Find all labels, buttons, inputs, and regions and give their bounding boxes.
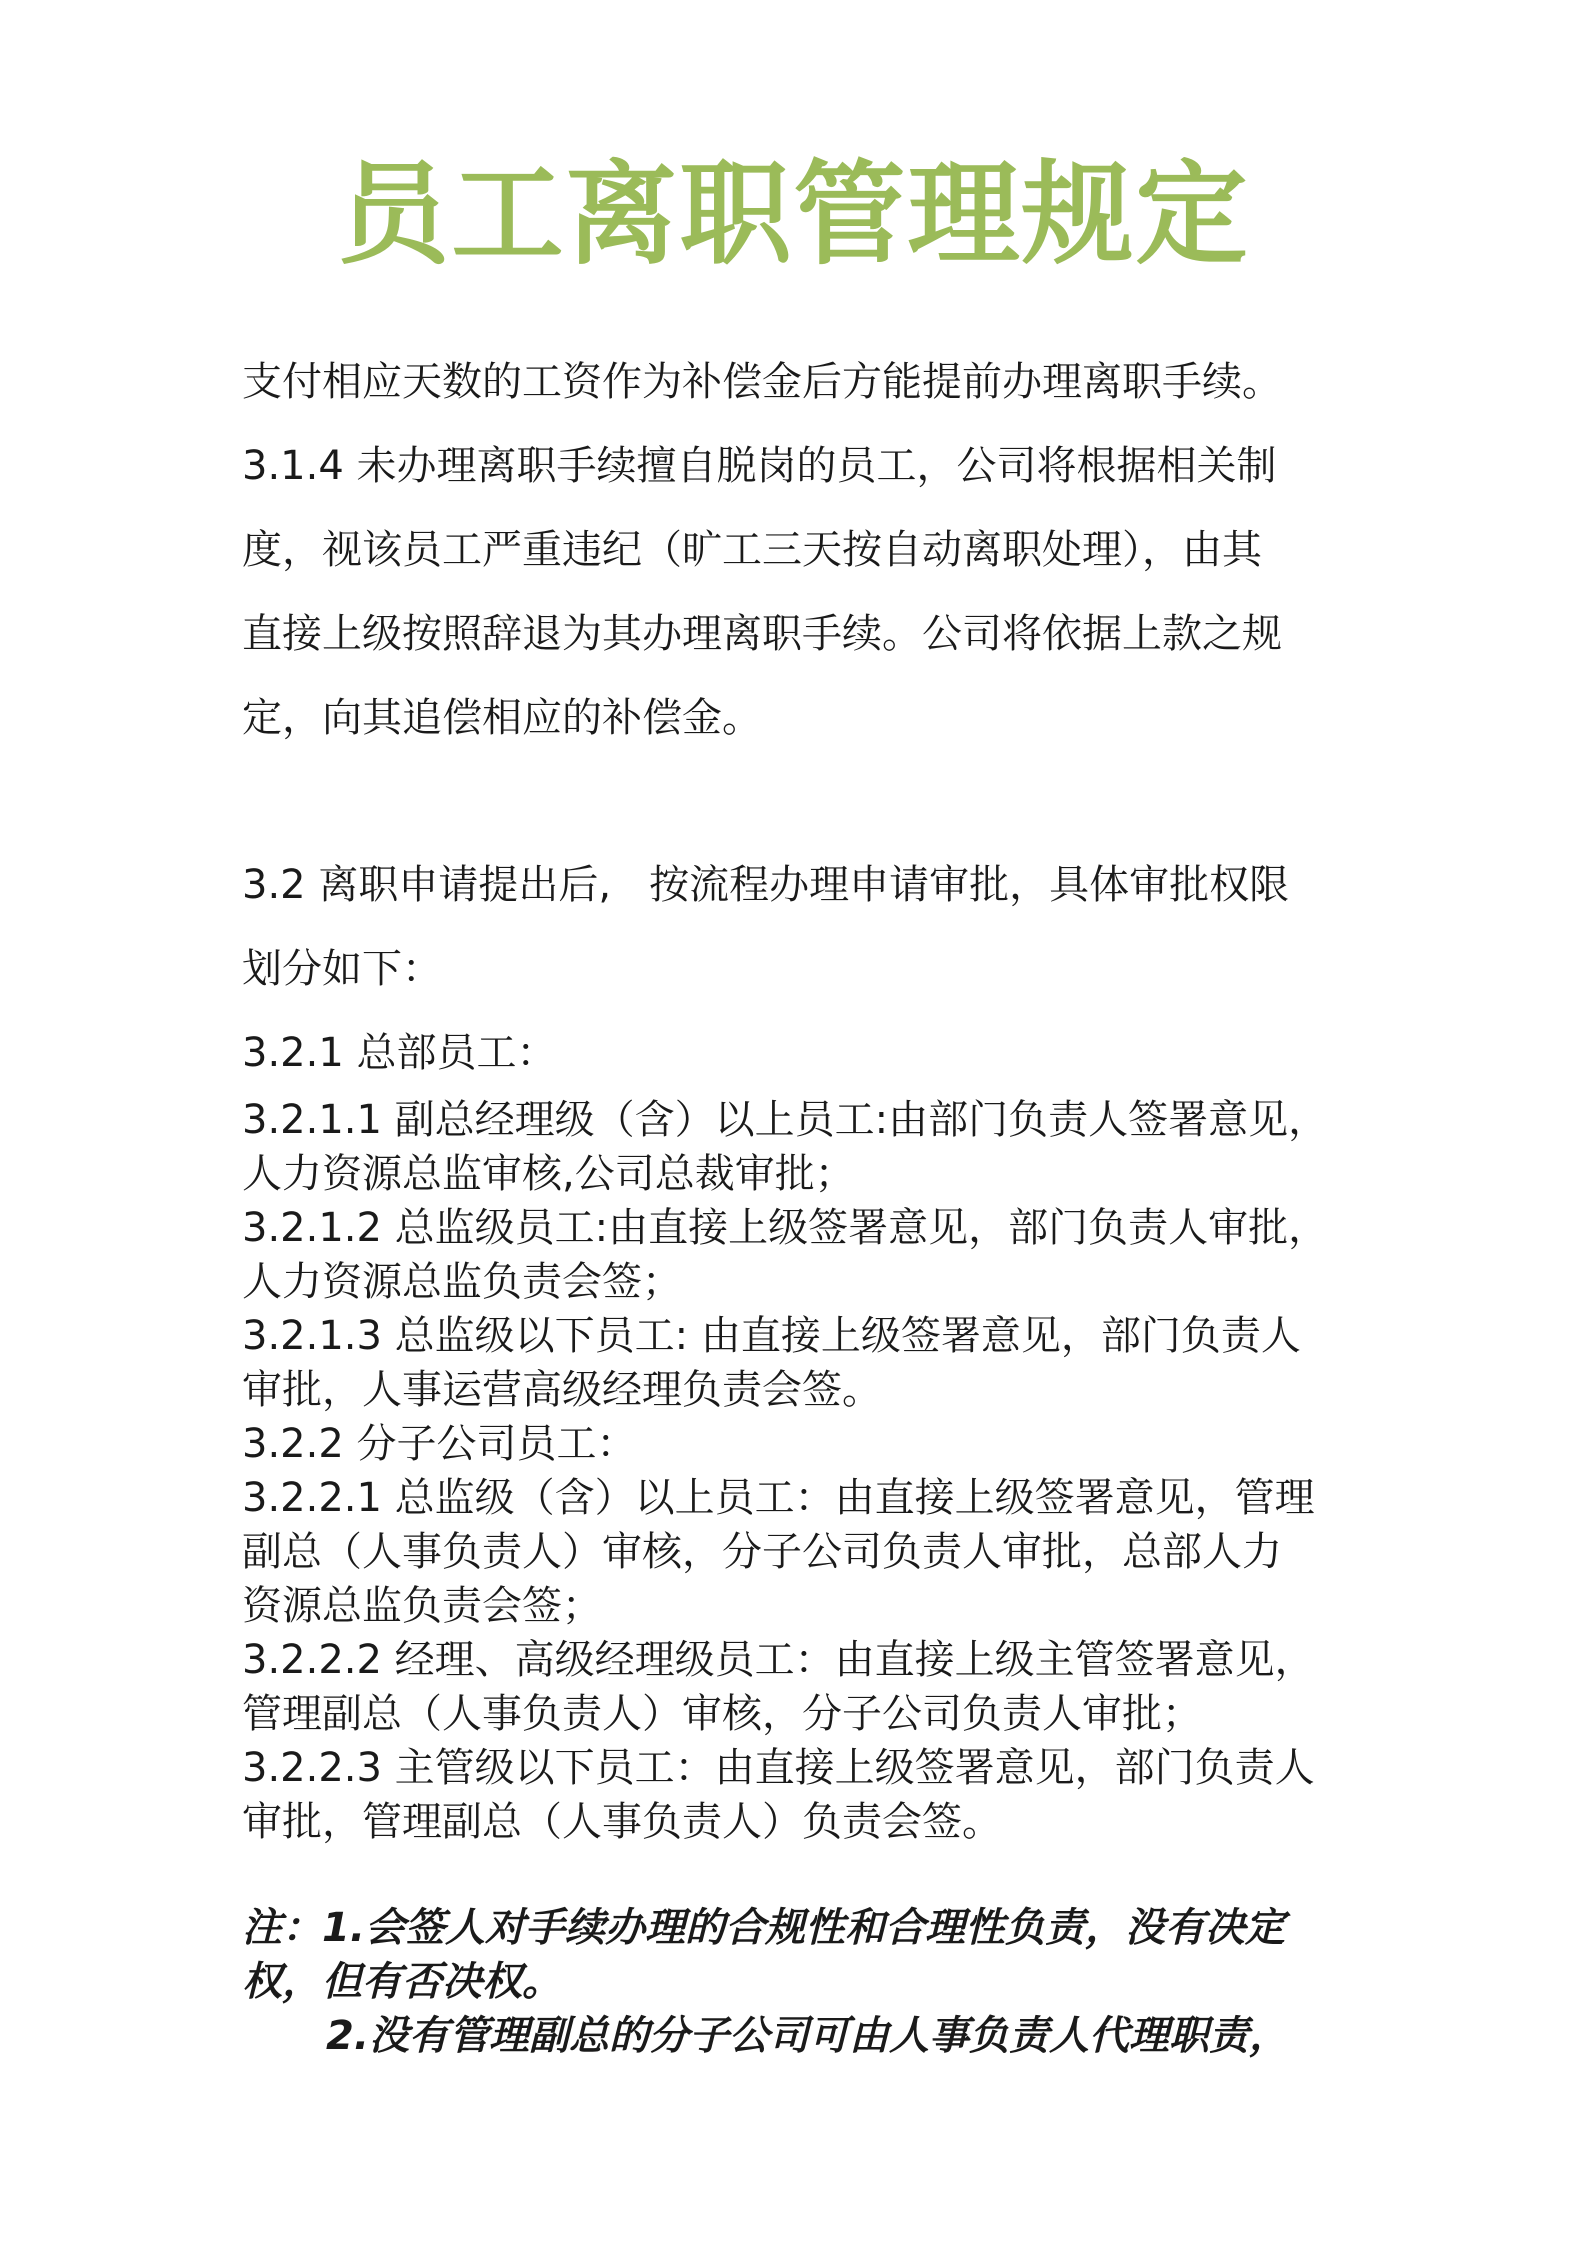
text-line: 权，但有否决权。	[242, 1959, 562, 2005]
text-line: 3.2.1.1 副总经理级（含）以上员工:由部门负责人签署意见，	[242, 1097, 1329, 1143]
text-line: 3.2.1.2 总监级员工:由直接上级签署意见，部门负责人审批，	[242, 1205, 1329, 1251]
text-line: 定，向其追偿相应的补偿金。	[242, 695, 762, 741]
approval-rules	[242, 1093, 1402, 1849]
note	[242, 1901, 1402, 2063]
text-line: 副总（人事负责人）审核，分子公司负责人审批，总部人力	[242, 1529, 1282, 1575]
text-line: 度，视该员工严重违纪（旷工三天按自动离职处理），由其	[242, 527, 1262, 573]
text-line: 3.2.2 分子公司员工：	[242, 1421, 637, 1467]
text-line: 划分如下：	[242, 946, 442, 992]
text-line: 3.2.2.1 总监级（含）以上员工：由直接上级签署意见，管理	[242, 1475, 1315, 1521]
text-line: 2.没有管理副总的分子公司可由人事负责人代理职责，	[326, 2013, 1290, 2059]
text-line: 3.2.2.2 经理、高级经理级员工：由直接上级主管签署意见，	[242, 1637, 1315, 1683]
text-line: 3.2.1.3 总监级以下员工: 由直接上级签署意见，部门负责人	[242, 1313, 1301, 1359]
text-line: 资源总监负责会签；	[242, 1583, 602, 1629]
text-line: 管理副总（人事负责人）审核，分子公司负责人审批；	[242, 1691, 1202, 1737]
text-line: 人力资源总监负责会签；	[242, 1259, 682, 1305]
paragraph-3-2	[242, 843, 1402, 1095]
text-line: 3.2.1 总部员工：	[242, 1030, 557, 1076]
text-line: 注：1.会签人对手续办理的合规性和合理性负责，没有决定	[242, 1905, 1286, 1951]
text-line: 审批，人事运营高级经理负责会签。	[242, 1367, 882, 1413]
document-title: 员工离职管理规定	[337, 150, 1250, 280]
text-line: 支付相应天数的工资作为补偿金后方能提前办理离职手续。	[242, 359, 1282, 405]
text-line: 3.1.4 未办理离职手续擅自脱岗的员工，公司将根据相关制	[242, 443, 1277, 489]
text-line: 审批，管理副总（人事负责人）负责会签。	[242, 1799, 1002, 1845]
text-line: 3.2.2.3 主管级以下员工：由直接上级签署意见，部门负责人	[242, 1745, 1315, 1791]
text-line: 直接上级按照辞退为其办理离职手续。公司将依据上款之规	[242, 611, 1282, 657]
text-line: 3.2 离职申请提出后, 按流程办理申请审批，具体审批权限	[242, 862, 1290, 908]
paragraph-3-1-4	[242, 340, 1402, 760]
text-line: 人力资源总监审核,公司总裁审批；	[242, 1151, 855, 1197]
